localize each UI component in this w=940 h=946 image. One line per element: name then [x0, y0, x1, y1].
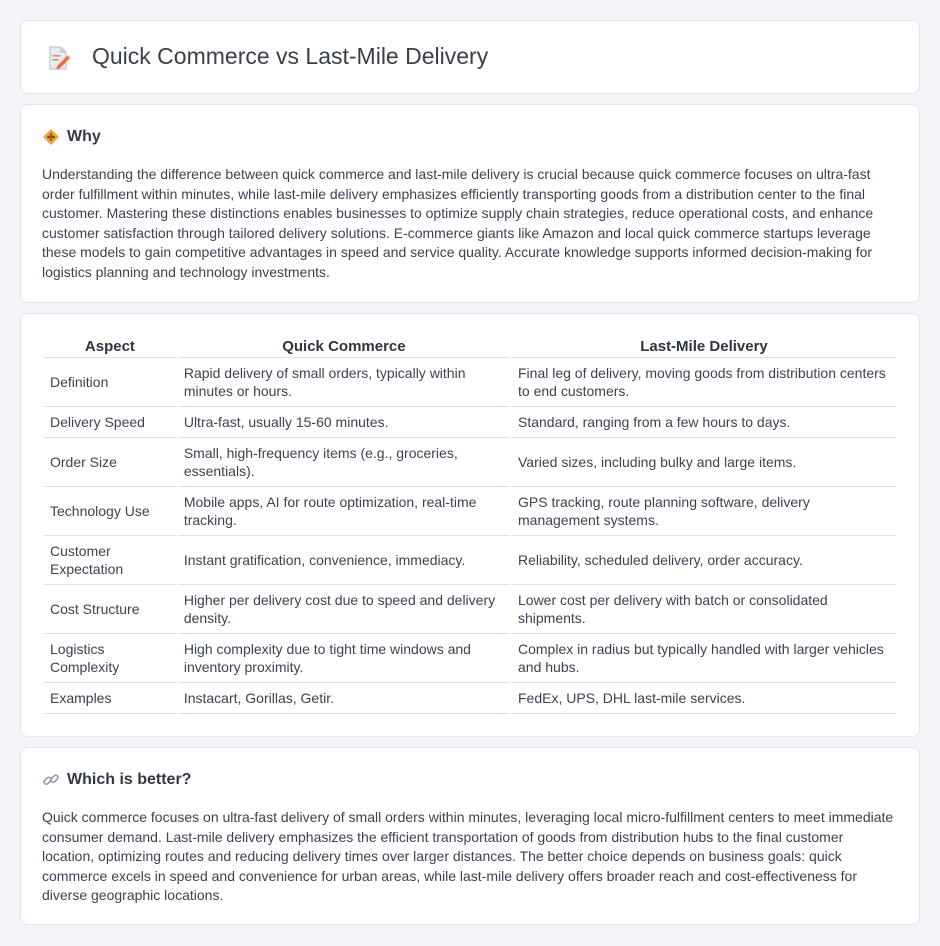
table-row: [44, 487, 896, 536]
aspect-cell: Definition: [44, 358, 176, 407]
link-icon: [42, 771, 60, 789]
quick-commerce-cell: High complexity due to tight time windows and inventory proximity.: [178, 634, 510, 683]
aspect-cell: Technology Use: [44, 487, 176, 536]
aspect-cell: Examples: [44, 683, 176, 714]
diamond-sign-icon: [42, 128, 60, 146]
last-mile-cell: Standard, ranging from a few hours to days.: [512, 407, 896, 438]
header-last-mile: Last-Mile Delivery: [512, 335, 896, 358]
last-mile-cell: Reliability, scheduled delivery, order accuracy.: [512, 536, 896, 585]
quick-commerce-cell: Instant gratification, convenience, immediacy.: [178, 536, 510, 585]
last-mile-cell: FedEx, UPS, DHL last-mile services.: [512, 683, 896, 714]
quick-commerce-cell: Instacart, Gorillas, Getir.: [178, 683, 510, 714]
header-quick-commerce: Quick Commerce: [178, 335, 510, 358]
table-row: [44, 358, 896, 407]
table-row: [44, 683, 896, 714]
why-heading: Why: [67, 128, 101, 145]
aspect-cell: Customer Expectation: [44, 536, 176, 585]
last-mile-cell: Complex in radius but typically handled with larger vehicles and hubs.: [512, 634, 896, 683]
document-pencil-icon: [47, 45, 71, 71]
table-row: [44, 634, 896, 683]
last-mile-cell: Varied sizes, including bulky and large items.: [512, 438, 896, 487]
quick-commerce-cell: Rapid delivery of small orders, typically within minutes or hours.: [178, 358, 510, 407]
table-row: [44, 585, 896, 634]
header-card: [20, 20, 920, 94]
quick-commerce-cell: Mobile apps, AI for route optimization, real-time tracking.: [178, 487, 510, 536]
last-mile-cell: Lower cost per delivery with batch or consolidated shipments.: [512, 585, 896, 634]
table-row: [44, 438, 896, 487]
table-row: [44, 536, 896, 585]
header-aspect: Aspect: [44, 335, 176, 358]
quick-commerce-cell: Small, high-frequency items (e.g., groceries, essentials).: [178, 438, 510, 487]
quick-commerce-cell: Ultra-fast, usually 15-60 minutes.: [178, 407, 510, 438]
last-mile-cell: GPS tracking, route planning software, delivery management systems.: [512, 487, 896, 536]
which-is-better-section: [20, 747, 920, 925]
why-section: [20, 104, 920, 303]
quick-commerce-cell: Higher per delivery cost due to speed and delivery density.: [178, 585, 510, 634]
table-row: [44, 407, 896, 438]
better-heading: Which is better?: [67, 771, 192, 788]
why-heading-row: [42, 127, 101, 147]
aspect-cell: Delivery Speed: [44, 407, 176, 438]
better-heading-row: [42, 770, 191, 790]
page-title: Quick Commerce vs Last-Mile Delivery: [92, 43, 489, 69]
why-text: Understanding the difference between quick commerce and last-mile delivery is crucial because quick commerce focuses on ultra-fast order fulfillment within minutes, while last-mile delivery emphasizes efficiently transporting goods from a distribution center to the final customer. Mastering these distinctions enables businesses to optimize supply chain strategies, reduce operational costs, and enhance customer satisfaction through tailored delivery solutions. E-commerce giants like Amazon and local quick commerce startups leverage these models to gain competitive advantages in speed and service quality. Accurate knowledge supports informed decision-making for logistics planning and technology investments.: [42, 166, 874, 280]
aspect-cell: Logistics Complexity: [44, 634, 176, 683]
comparison-table-card: [20, 313, 920, 737]
comparison-table: [42, 335, 898, 714]
aspect-cell: Cost Structure: [44, 585, 176, 634]
aspect-cell: Order Size: [44, 438, 176, 487]
better-text: Quick commerce focuses on ultra-fast delivery of small orders within minutes, leveraging local micro-fulfillment centers to meet immediate consumer demand. Last-mile delivery emphasizes the efficient transportation of goods from distribution hubs to the final customer location, optimizing routes and reducing delivery times over larger distances. The better choice depends on business goals: quick commerce excels in speed and convenience for urban areas, while last-mile delivery offers broader reach and cost-effectiveness for diverse geographic locations.: [42, 809, 894, 903]
last-mile-cell: Final leg of delivery, moving goods from distribution centers to end customers.: [512, 358, 896, 407]
